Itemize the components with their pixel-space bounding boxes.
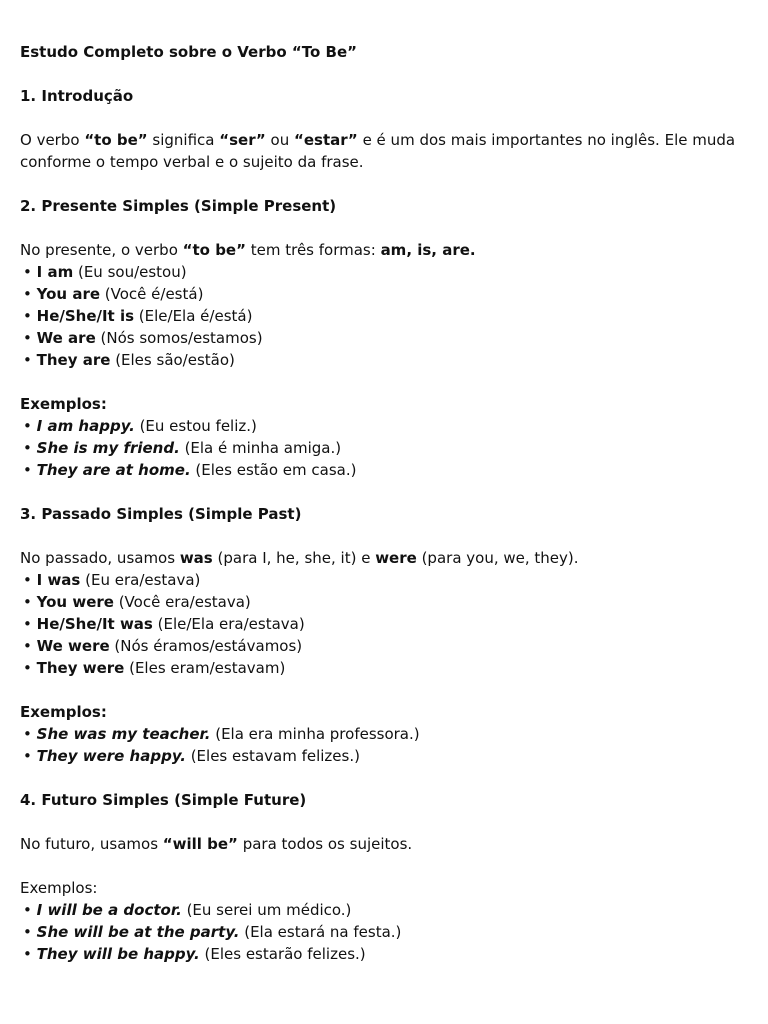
bullet: • [23,615,32,633]
bullet: • [23,593,32,611]
text-run: You are [36,285,101,303]
bullet: • [23,329,32,347]
example-item [20,415,748,437]
text-run: (Ela é minha amiga.) [179,439,342,457]
bullet: • [23,637,32,655]
text-run: ou [265,131,294,149]
text-run: She was my teacher. [36,725,211,743]
text-run: (Ela era minha professora.) [210,725,420,743]
spacer [20,525,748,547]
text-run: (Ele/Ela é/está) [134,307,253,325]
section-heading-introducao: 1. Introdução [20,87,134,105]
bullet: • [23,351,32,369]
bullet: • [23,307,32,325]
text-run: was [179,549,213,567]
examples-label: Exemplos: [20,879,98,897]
text-run: significa [147,131,220,149]
text-run: He/She/It is [36,307,135,325]
text-run: No presente, o verbo [20,241,183,259]
text-run: I am happy. [36,417,135,435]
text-run: “to be” [84,131,148,149]
document-title: Estudo Completo sobre o Verbo “To Be” [20,43,357,61]
spacer [20,767,748,789]
spacer [20,679,748,701]
text-run: (para you, we, they). [416,549,579,567]
spacer [20,855,748,877]
text-run: You were [36,593,114,611]
text-run: We are [36,329,96,347]
presente-intro [20,239,748,261]
list-item [20,327,748,349]
example-item [20,921,748,943]
bullet: • [23,439,32,457]
bullet: • [23,725,32,743]
list-item [20,305,748,327]
text-run: (Eu serei um médico.) [181,901,352,919]
bullet: • [23,659,32,677]
text-run: They were happy. [36,747,186,765]
bullet: • [23,747,32,765]
text-run: She will be at the party. [36,923,240,941]
text-run: No futuro, usamos [20,835,163,853]
text-run: were [375,549,417,567]
text-run: e é um dos mais importantes no inglês. Ele muda [357,131,736,149]
text-run: (Eu era/estava) [80,571,201,589]
spacer [20,481,748,503]
spacer [20,173,748,195]
spacer [20,63,748,85]
text-run: They will be happy. [36,945,200,963]
text-run: He/She/It was [36,615,153,633]
examples-label: Exemplos: [20,395,107,413]
text-run: We were [36,637,110,655]
text-run: (Você é/está) [100,285,204,303]
examples-label: Exemplos: [20,703,107,721]
text-run: They are at home. [36,461,191,479]
text-run: (Ele/Ela era/estava) [152,615,305,633]
bullet: • [23,417,32,435]
list-item [20,613,748,635]
spacer [20,217,748,239]
text-run: (Eles estarão felizes.) [199,945,366,963]
text-run: (Nós éramos/estávamos) [109,637,303,655]
list-item [20,657,748,679]
spacer [20,371,748,393]
bullet: • [23,923,32,941]
example-item [20,943,748,965]
bullet: • [23,263,32,281]
text-run: (Eles são/estão) [110,351,235,369]
text-run: para todos os sujeitos. [237,835,413,853]
text-run: (Nós somos/estamos) [95,329,263,347]
list-item [20,283,748,305]
text-run: (Eles estavam felizes.) [185,747,360,765]
text-run: They are [36,351,111,369]
text-run: (Você era/estava) [113,593,251,611]
bullet: • [23,285,32,303]
text-run: No passado, usamos [20,549,180,567]
text-run: “will be” [162,835,238,853]
example-item [20,723,748,745]
text-run: am, is, are. [380,241,476,259]
example-item [20,899,748,921]
text-run: “estar” [294,131,358,149]
text-run: (Ela estará na festa.) [239,923,402,941]
text-run: They were [36,659,125,677]
list-item [20,349,748,371]
bullet: • [23,571,32,589]
text-run: (Eles estão em casa.) [190,461,357,479]
spacer [20,107,748,129]
bullet: • [23,461,32,479]
text-run: I am [36,263,74,281]
example-item [20,437,748,459]
text-run: She is my friend. [36,439,180,457]
bullet: • [23,901,32,919]
text-run: I will be a doctor. [36,901,182,919]
text-run: (Eu sou/estou) [73,263,187,281]
list-item [20,569,748,591]
text-run: I was [36,571,81,589]
intro-paragraph-line-1 [20,129,748,151]
spacer [20,811,748,833]
text-run: “to be” [182,241,246,259]
bullet: • [23,945,32,963]
section-heading-futuro: 4. Futuro Simples (Simple Future) [20,791,307,809]
list-item [20,261,748,283]
text-run: (para I, he, she, it) e [212,549,376,567]
text-run: tem três formas: [245,241,381,259]
section-heading-passado: 3. Passado Simples (Simple Past) [20,505,302,523]
text-run: “ser” [219,131,266,149]
text-run: O verbo [20,131,85,149]
list-item [20,591,748,613]
passado-intro [20,547,748,569]
intro-paragraph-line-2: conforme o tempo verbal e o sujeito da frase. [20,153,364,171]
text-run: (Eu estou feliz.) [134,417,257,435]
section-heading-presente: 2. Presente Simples (Simple Present) [20,197,337,215]
example-item [20,459,748,481]
list-item [20,635,748,657]
futuro-intro [20,833,748,855]
text-run: (Eles eram/estavam) [124,659,286,677]
example-item [20,745,748,767]
